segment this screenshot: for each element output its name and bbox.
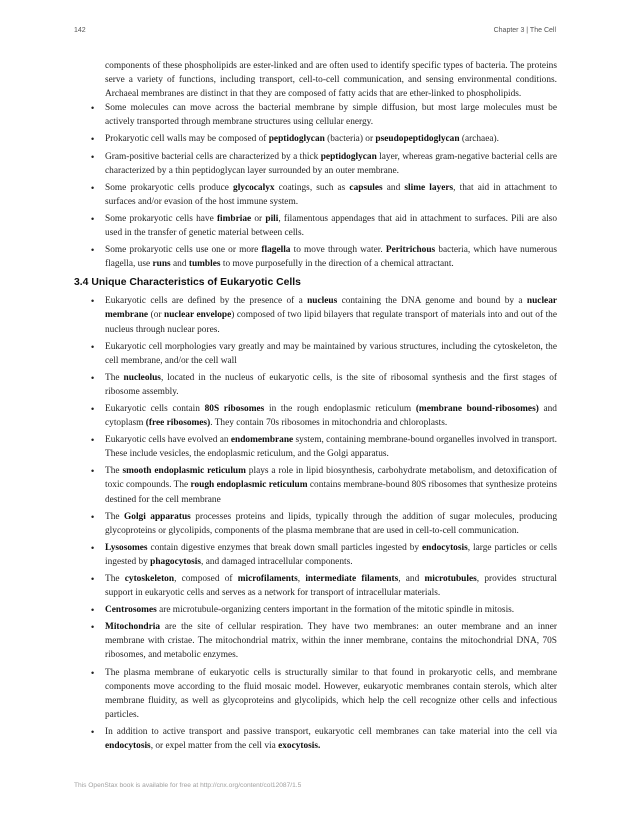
bold-term: intermediate filaments [305,574,399,584]
bold-term: nuclear envelope [164,310,232,321]
text-run: to move purposefully in the direction of a chemical attractant. [220,259,454,270]
bold-term: Mitochondria [105,622,161,633]
bold-term: exocytosis. [278,741,321,752]
bullet-item [88,340,557,368]
page-number: 142 [74,27,86,34]
text-run: Some prokaryotic cells have [105,213,217,224]
text-run: Eukaryotic cells are defined by the presence of a [105,296,308,307]
text-run: plays a role in lipid biosynthesis, carbohydrate metabolism, and detoxification of toxic compounds. The [105,466,557,491]
text-run: , [297,574,306,584]
bold-term: Lysosomes [105,542,148,553]
text-run: Prokaryotic cell walls may be composed of [105,134,269,145]
text-run: Eukaryotic cells have evolved an [105,435,231,446]
bold-term: glycocalyx [233,182,275,193]
text-run: Gram-positive bacterial cells are characterized by a thick [105,151,321,162]
bullet-item [88,181,557,209]
bullet-item [88,620,557,662]
bullet-item [88,402,557,430]
bullet-item [88,572,557,600]
bold-term: slime layers [404,182,454,193]
bullet-item [88,541,557,569]
text-run: processes proteins and lipids, typically through the addition of sugar molecules, producing glycoproteins or glycolipids, components of the plasma membrane that are used in cell-to-cell communication. [105,511,557,536]
eukaryotic-bullet-list [88,294,557,753]
text-run: , filamentous appendages that aid in attachment to surfaces. Pili are also used in the transfer of genetic material between cells. [105,213,557,239]
bullet-item [88,433,557,461]
text-run: system, containing membrane-bound organelles involved in transport. These include vesicles, the endoplasmic reticulum, and the Golgi apparatus. [105,435,557,460]
text-run: (or [148,310,165,321]
bold-term: nucleolus [123,372,161,383]
text-run: , or expel matter from the cell via [150,741,279,752]
bullet-item [88,371,557,399]
text-run: Some prokaryotic cells use one or more [105,245,262,256]
text-run: , located in the nucleus of eukaryotic cells, is the site of ribosomal synthesis and the first stages of ribosome assembly. [105,372,557,397]
bold-term: Golgi apparatus [124,511,191,522]
bold-term: (membrane bound-ribosomes) [415,403,539,414]
bold-term: tumbles [188,259,221,270]
text-run: The [105,372,124,383]
continued-paragraph [105,59,557,101]
text-run: contain digestive enzymes that break down small particles ingested by [147,542,423,553]
text-run: , provides structural support in eukaryotic cells and serves as a network for transport of intracellular materials. [105,574,557,599]
text-run: The [105,574,125,584]
bullet-item [88,212,557,240]
bold-term: cytoskeleton [124,574,175,584]
bold-term: flagella [261,245,291,256]
text-run: , large particles or cells ingested by [105,542,557,567]
text-run: (archaea). [459,134,499,145]
bullet-item [88,150,557,178]
bullet-item [88,603,557,617]
text-run: in the rough endoplasmic reticulum [264,403,416,414]
bold-term: microtubules [424,574,477,584]
bullet-item [88,294,557,336]
text-run: and [170,259,189,270]
text-run: , and [398,574,425,584]
bold-term: endocytosis [422,542,468,553]
prokaryotic-bullet-list [88,101,557,271]
text-run: . They contain 70s ribosomes in mitochondria and chloroplasts. [210,418,448,429]
text-run: components of these phospholipids are ester-linked and are often used to identify specific types of bacteria. The proteins serve a variety of functions, including transport, cell-to-cell communication, and sensing environmental conditions. Archaeal membranes are distinct in that they are composed of fatty acids that are ether-linked to phospholipids. [105,61,557,100]
page-header [74,27,556,39]
text-run: The [105,511,125,522]
bold-term: endomembrane [230,435,294,446]
text-run: bacteria, which have numerous flagella, use [105,245,557,270]
bullet-item [88,243,557,271]
text-run: coatings, such as [274,182,350,193]
bold-term: Centrosomes [105,605,157,616]
text-run: and [382,182,405,193]
bullet-item [88,101,557,129]
text-run: containing the DNA genome and bound by a [337,296,527,307]
bullet-item [88,464,557,506]
text-run: In addition to active transport and passive transport, eukaryotic cell membranes can take material into the cell via [105,726,557,737]
text-run: or [251,213,266,224]
text-run: contains membrane-bound 80S ribosomes that synthesize proteins destined for the cell membrane [105,480,558,505]
bold-term: 80S ribosomes [204,403,265,414]
text-run: The plasma membrane of eukaryotic cells is structurally similar to that found in prokaryotic cells, and membrane components move according to the fluid mosaic model. However, eukaryotic membranes contain sterols, which alter membrane fluidity, as well as glycoproteins and glycolipids, which help the cell recognize other cells and infectious particles. [105,667,557,720]
text-run: (bacteria) or [324,134,376,145]
bold-term: nuclear membrane [105,296,558,321]
bullet-item [88,666,557,722]
bold-term: smooth endoplasmic reticulum [122,466,246,477]
bold-term: runs [152,259,171,270]
text-run: Some molecules can move across the bacterial membrane by simple diffusion, but most large molecules must be actively transported through membrane structures using cellular energy. [105,103,557,128]
bold-term: nucleus [307,296,338,307]
bold-term: capsules [349,182,383,193]
section-heading: 3.4 Unique Characteristics of Eukaryotic Cells [74,277,301,289]
bold-term: pseudopeptidoglycan [375,134,460,145]
text-run: are microtubule-organizing centers important in the formation of the mitotic spindle in mitosis. [156,605,515,616]
text-run: are the site of cellular respiration. They have two membranes: an outer membrane and an inner membrane with cristae. The mitochondrial matrix, within the inner membrane, contains the mitochondrial DNA, 70S ribosomes, and metabolic enzymes. [105,622,557,661]
bullet-item [88,510,557,538]
bold-term: rough endoplasmic reticulum [190,480,308,491]
bold-term: pili [265,213,279,224]
text-run: , that aid in attachment to surfaces and/or evasion of the host immune system. [105,182,558,207]
page-content [74,59,558,756]
chapter-title: Chapter 3 | The Cell [493,27,556,34]
bold-term: fimbriae [216,213,252,224]
text-run: to move through water. [290,245,386,256]
bold-term: peptidoglycan [268,134,325,145]
text-run: , composed of [174,574,238,584]
bullet-item [88,132,557,146]
text-run: ) composed of two lipid bilayers that regulate transport of materials into and out of the nucleus through nuclear pores. [105,310,557,335]
bold-term: endocytosis [105,741,151,752]
bold-term: microfilaments [237,574,298,584]
text-run: , and damaged intracellular components. [201,556,353,567]
text-run: Eukaryotic cell morphologies vary greatly and may be maintained by various structures, including the cytoskeleton, the cell membrane, and/or the cell wall [105,341,557,366]
page-footer: This OpenStax book is available for free at http://cnx.org/content/col12087/1.5 [74,782,302,789]
text-run: Eukaryotic cells contain [105,403,205,414]
bold-term: Peritrichous [385,245,436,256]
bold-term: (free ribosomes) [145,418,211,429]
bullet-item [88,725,557,753]
text-run: and cytoplasm [105,403,557,429]
text-run: layer, whereas gram-negative bacterial cells are characterized by a thin peptidoglycan layer surrounded by an outer membrane. [105,151,557,176]
bold-term: peptidoglycan [320,151,377,162]
text-run: Some prokaryotic cells produce [105,182,234,193]
bold-term: phagocytosis [150,556,202,567]
text-run: The [105,466,123,477]
